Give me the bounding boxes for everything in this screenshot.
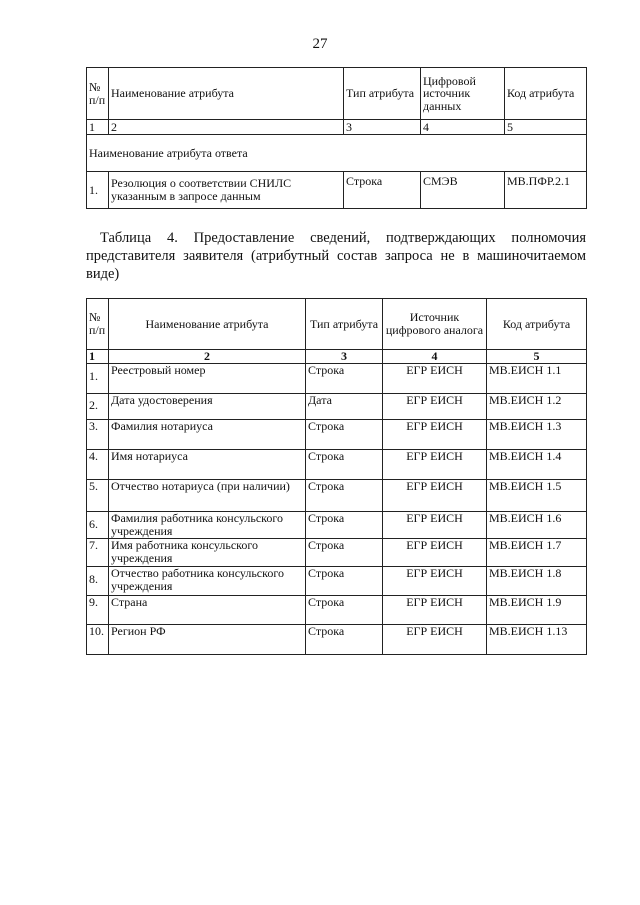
- row-num: 1.: [87, 364, 109, 394]
- index-cell: 2: [109, 350, 306, 364]
- row-code: МВ.ЕИСН 1.1: [487, 364, 587, 394]
- index-cell: 4: [383, 350, 487, 364]
- table-row: [87, 480, 587, 512]
- table-row: [87, 625, 587, 655]
- row-type: Строка: [306, 567, 383, 596]
- index-cell: 5: [505, 120, 587, 135]
- row-source: ЕГР ЕИСН: [383, 364, 487, 394]
- row-code: МВ.ЕИСН 1.9: [487, 596, 587, 625]
- header-source: Источник цифрового аналога: [383, 299, 487, 350]
- row-type: Строка: [306, 512, 383, 539]
- header-code: Код атрибута: [487, 299, 587, 350]
- table-index-row: [87, 350, 587, 364]
- row-source: СМЭВ: [421, 172, 505, 209]
- header-name: Наименование атрибута: [109, 68, 344, 120]
- table-row: [87, 172, 587, 209]
- header-num: № п/п: [87, 68, 109, 120]
- table-row: [87, 420, 587, 450]
- row-name: Фамилия нотариуса: [109, 420, 306, 450]
- row-type: Строка: [306, 364, 383, 394]
- table-caption: [86, 229, 586, 283]
- table-row: [87, 394, 587, 420]
- row-name: Резолюция о соответствии СНИЛС указанным в запросе данным: [109, 172, 344, 209]
- row-code: МВ.ПФР.2.1: [505, 172, 587, 209]
- row-type: Строка: [306, 420, 383, 450]
- header-source: Цифровой источник данных: [421, 68, 505, 120]
- table-index-row: [87, 120, 587, 135]
- row-source: ЕГР ЕИСН: [383, 596, 487, 625]
- row-num: 8.: [87, 567, 109, 596]
- row-source: ЕГР ЕИСН: [383, 567, 487, 596]
- header-type: Тип атрибута: [306, 299, 383, 350]
- row-num: 10.: [87, 625, 109, 655]
- index-cell: 3: [306, 350, 383, 364]
- row-name: Регион РФ: [109, 625, 306, 655]
- row-code: МВ.ЕИСН 1.5: [487, 480, 587, 512]
- table-row: [87, 567, 587, 596]
- row-code: МВ.ЕИСН 1.7: [487, 539, 587, 567]
- row-name: Страна: [109, 596, 306, 625]
- row-name: Дата удостоверения: [109, 394, 306, 420]
- section-label: Наименование атрибута ответа: [87, 135, 587, 172]
- row-name: Реестровый номер: [109, 364, 306, 394]
- row-code: МВ.ЕИСН 1.4: [487, 450, 587, 480]
- table-row: [87, 512, 587, 539]
- table-row: [87, 596, 587, 625]
- row-type: Строка: [306, 450, 383, 480]
- row-type: Строка: [344, 172, 421, 209]
- page-number: 27: [312, 36, 328, 52]
- table-row: [87, 450, 587, 480]
- row-source: ЕГР ЕИСН: [383, 394, 487, 420]
- section-row: [87, 135, 587, 172]
- attributes-response-table: [86, 67, 587, 209]
- index-cell: 1: [87, 350, 109, 364]
- row-type: Строка: [306, 625, 383, 655]
- row-code: МВ.ЕИСН 1.2: [487, 394, 587, 420]
- index-cell: 4: [421, 120, 505, 135]
- row-name: Фамилия работника консульского учреждения: [109, 512, 306, 539]
- row-source: ЕГР ЕИСН: [383, 420, 487, 450]
- row-type: Дата: [306, 394, 383, 420]
- table-caption-text: Таблица 4. Предоставление сведений, подтверждающих полномочия представителя заявителя (атрибутный состав запроса не в машиночитаемом виде): [86, 230, 586, 283]
- row-source: ЕГР ЕИСН: [383, 450, 487, 480]
- row-num: 3.: [87, 420, 109, 450]
- row-type: Строка: [306, 480, 383, 512]
- row-num: 5.: [87, 480, 109, 512]
- row-num: 2.: [87, 394, 109, 420]
- row-source: ЕГР ЕИСН: [383, 539, 487, 567]
- table-row: [87, 539, 587, 567]
- index-cell: 1: [87, 120, 109, 135]
- row-name: Имя нотариуса: [109, 450, 306, 480]
- representative-attributes-table: [86, 298, 587, 655]
- row-source: ЕГР ЕИСН: [383, 480, 487, 512]
- header-type: Тип атрибута: [344, 68, 421, 120]
- row-num: 4.: [87, 450, 109, 480]
- row-name: Отчество нотариуса (при наличии): [109, 480, 306, 512]
- row-type: Строка: [306, 539, 383, 567]
- row-source: ЕГР ЕИСН: [383, 625, 487, 655]
- row-code: МВ.ЕИСН 1.6: [487, 512, 587, 539]
- row-code: МВ.ЕИСН 1.3: [487, 420, 587, 450]
- row-code: МВ.ЕИСН 1.8: [487, 567, 587, 596]
- table-header-row: [87, 68, 587, 120]
- index-cell: 2: [109, 120, 344, 135]
- row-num: 1.: [87, 172, 109, 209]
- table-header-row: [87, 299, 587, 350]
- row-name: Отчество работника консульского учреждения: [109, 567, 306, 596]
- index-cell: 5: [487, 350, 587, 364]
- row-num: 6.: [87, 512, 109, 539]
- row-source: ЕГР ЕИСН: [383, 512, 487, 539]
- header-name: Наименование атрибута: [109, 299, 306, 350]
- row-code: МВ.ЕИСН 1.13: [487, 625, 587, 655]
- header-num: № п/п: [87, 299, 109, 350]
- table-row: [87, 364, 587, 394]
- row-num: 9.: [87, 596, 109, 625]
- row-name: Имя работника консульского учреждения: [109, 539, 306, 567]
- header-code: Код атрибута: [505, 68, 587, 120]
- index-cell: 3: [344, 120, 421, 135]
- row-type: Строка: [306, 596, 383, 625]
- row-num: 7.: [87, 539, 109, 567]
